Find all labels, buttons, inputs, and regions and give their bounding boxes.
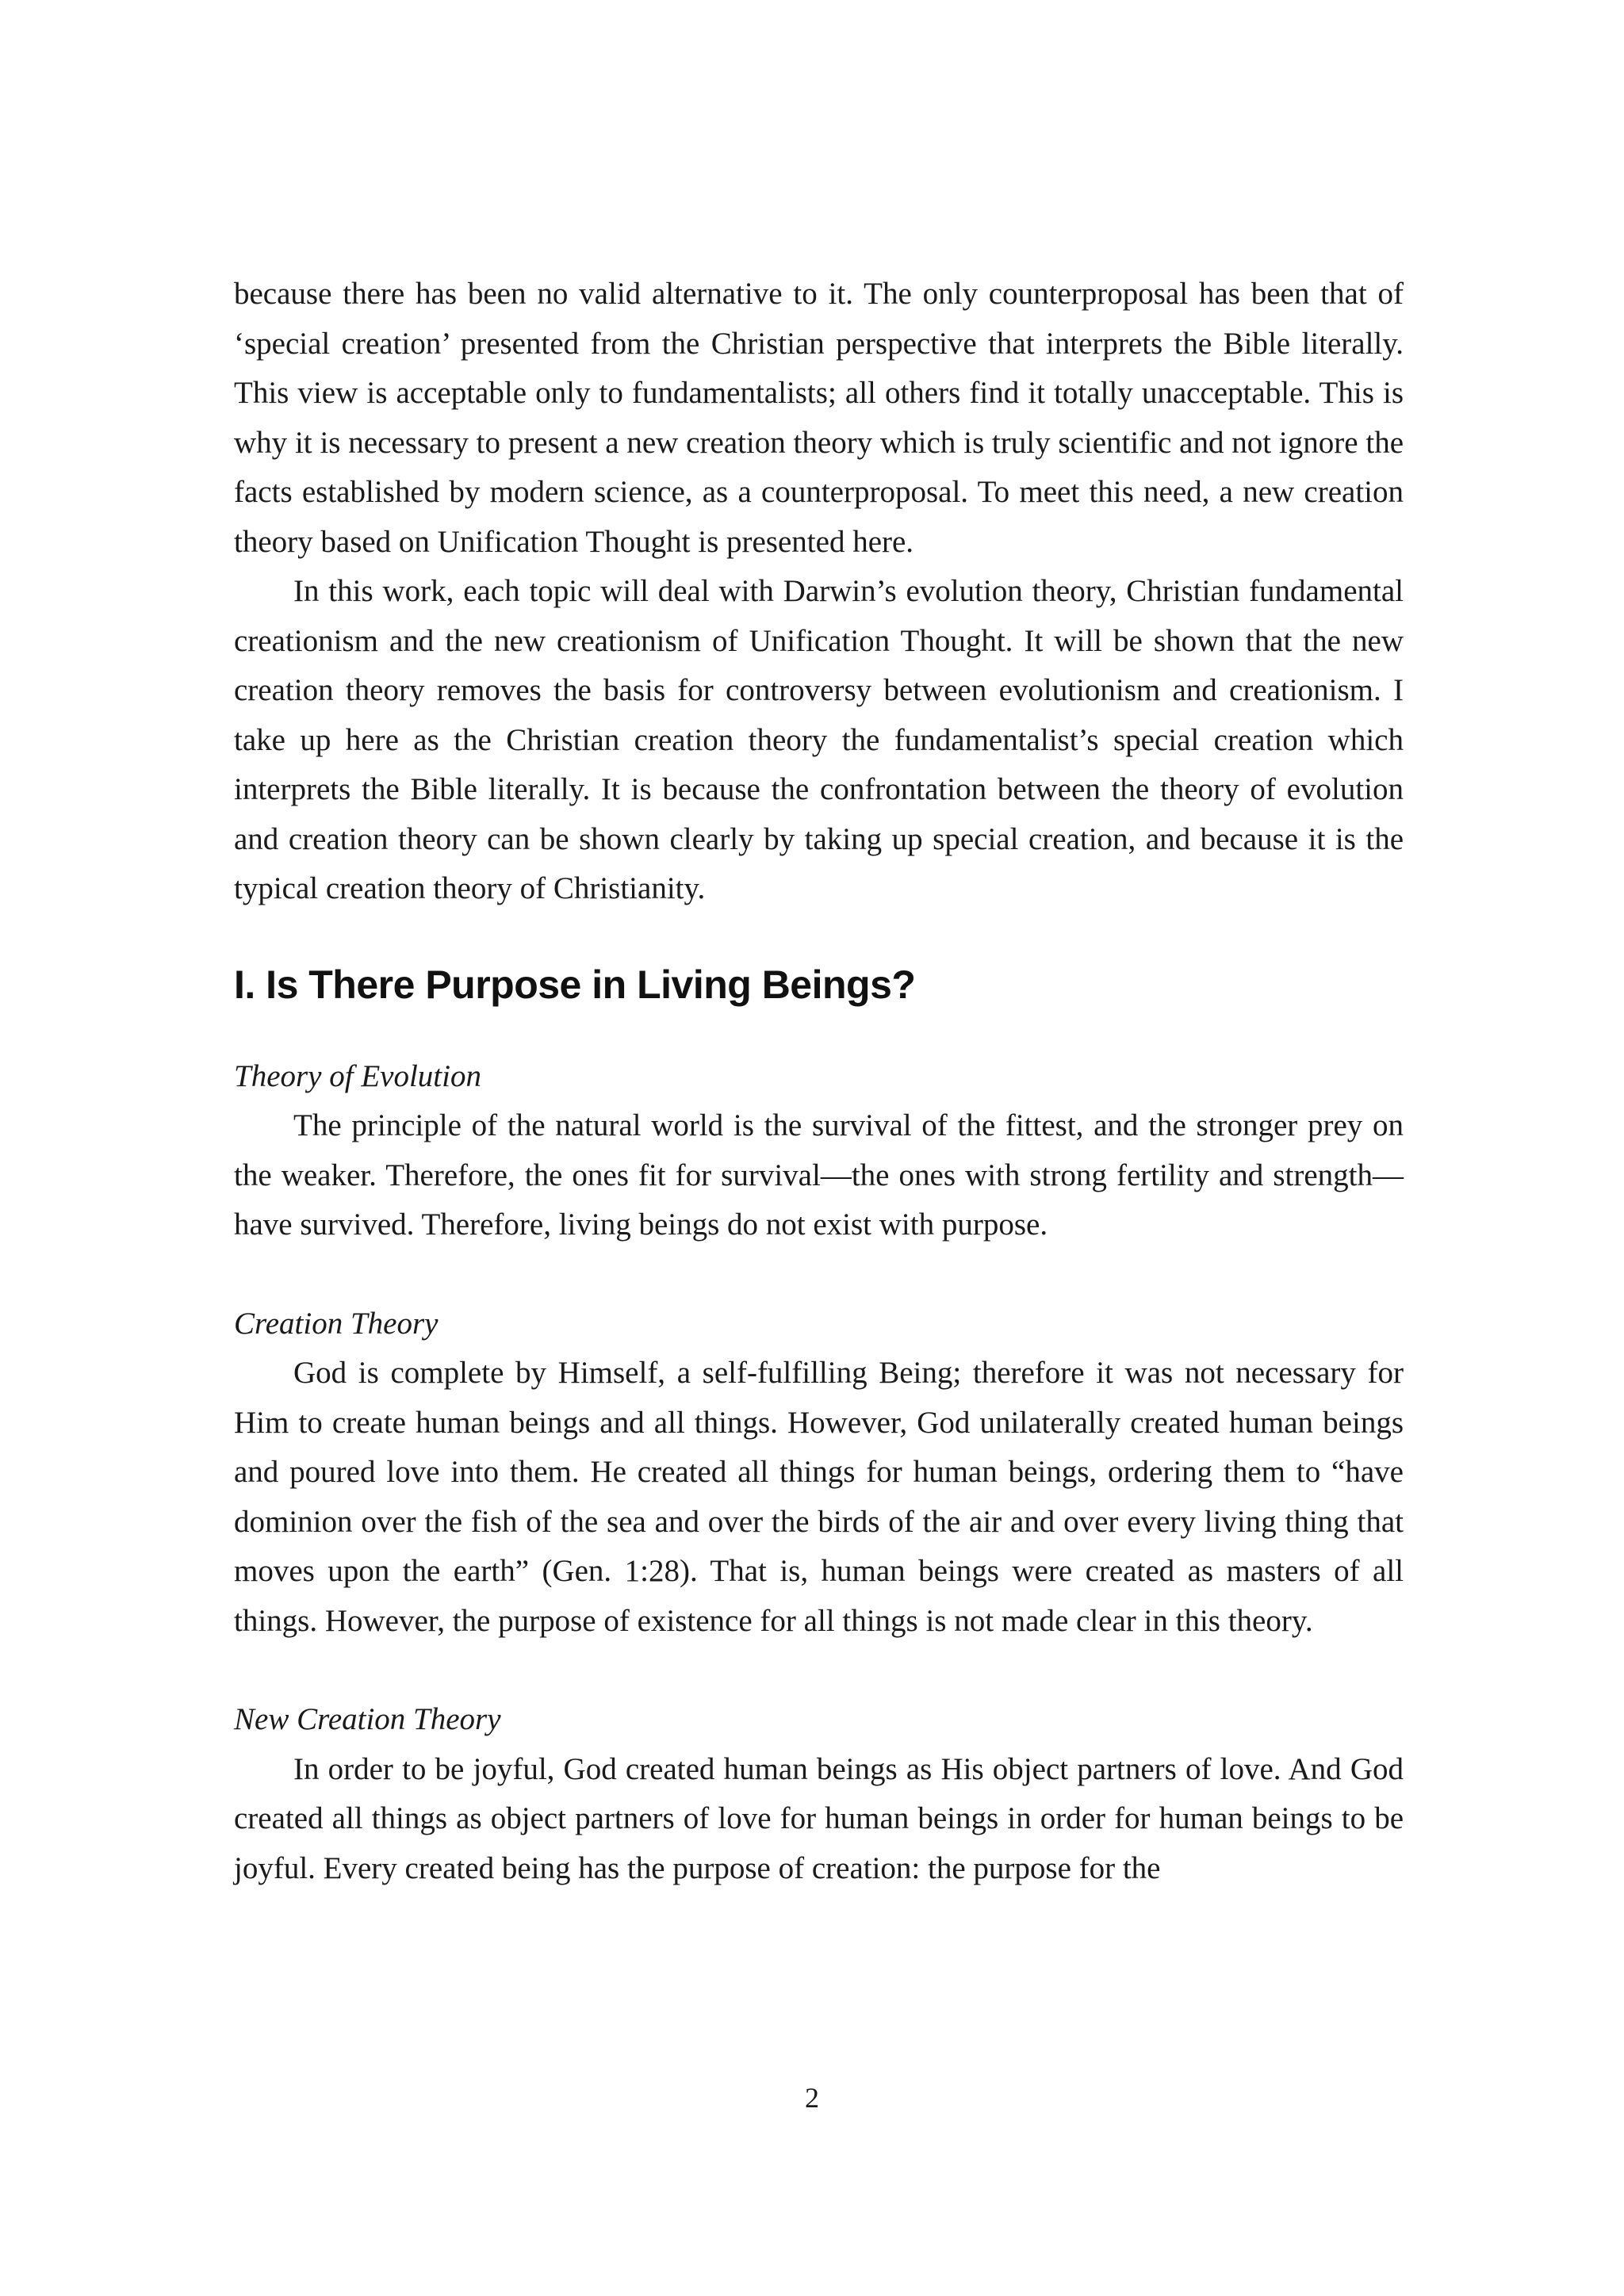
new-creation-paragraph: In order to be joyful, God created human beings as His object partners of love. And God created all things as object partners of love for human beings in order for human beings to be joyful. Every created being has the purpose of creation: the purpose for the	[234, 1751, 1404, 1885]
subheading-new-creation-theory: New Creation Theory	[234, 1702, 501, 1736]
creation-paragraph: God is complete by Himself, a self-fulfilling Being; therefore it was not necessary for Him to create human beings and all things. However, God unilaterally created human beings and poured love into them. He created all things for human beings, ordering them to “have dominion over the fish of the sea and over the birds of the air and over every living thing that moves upon the earth” (Gen. 1:28). That is, human beings were created as masters of all things. However, the purpose of existence for all things is not made clear in this theory.	[234, 1356, 1404, 1638]
intro-paragraph-1: because there has been no valid alternative to it. The only counterproposal has been that of ‘special creation’ presented from the Christian perspective that interprets the Bible literally. This view is acceptable only to fundamentalists; all others find it totally unacceptable. This is why it is necessary to present a new creation theory which is truly scientific and not ignore the facts established by modern science, as a counterproposal. To meet this need, a new creation theory based on Unification Thought is presented here.	[234, 277, 1404, 559]
subheading-theory-of-evolution: Theory of Evolution	[234, 1058, 481, 1093]
evolution-paragraph: The principle of the natural world is the survival of the fittest, and the stronger prey on the weaker. Therefore, the ones fit for survival—the ones with strong fertility and strength—have survived. Therefore, living beings do not exist with purpose.	[234, 1108, 1404, 1242]
page-number: 2	[805, 2082, 819, 2114]
document-page	[234, 270, 1404, 1893]
section-heading: I. Is There Purpose in Living Beings?	[234, 962, 916, 1007]
subheading-creation-theory: Creation Theory	[234, 1306, 439, 1341]
intro-paragraph-2: In this work, each topic will deal with Darwin’s evolution theory, Christian fundamental creationism and the new creationism of Unification Thought. It will be shown that the new creation theory removes the basis for controversy between evolutionism and creationism. I take up here as the Christian creation theory the fundamentalist’s special creation which interprets the Bible literally. It is because the confrontation between the theory of evolution and creation theory can be shown clearly by taking up special creation, and because it is the typical creation theory of Christianity.	[234, 574, 1404, 905]
